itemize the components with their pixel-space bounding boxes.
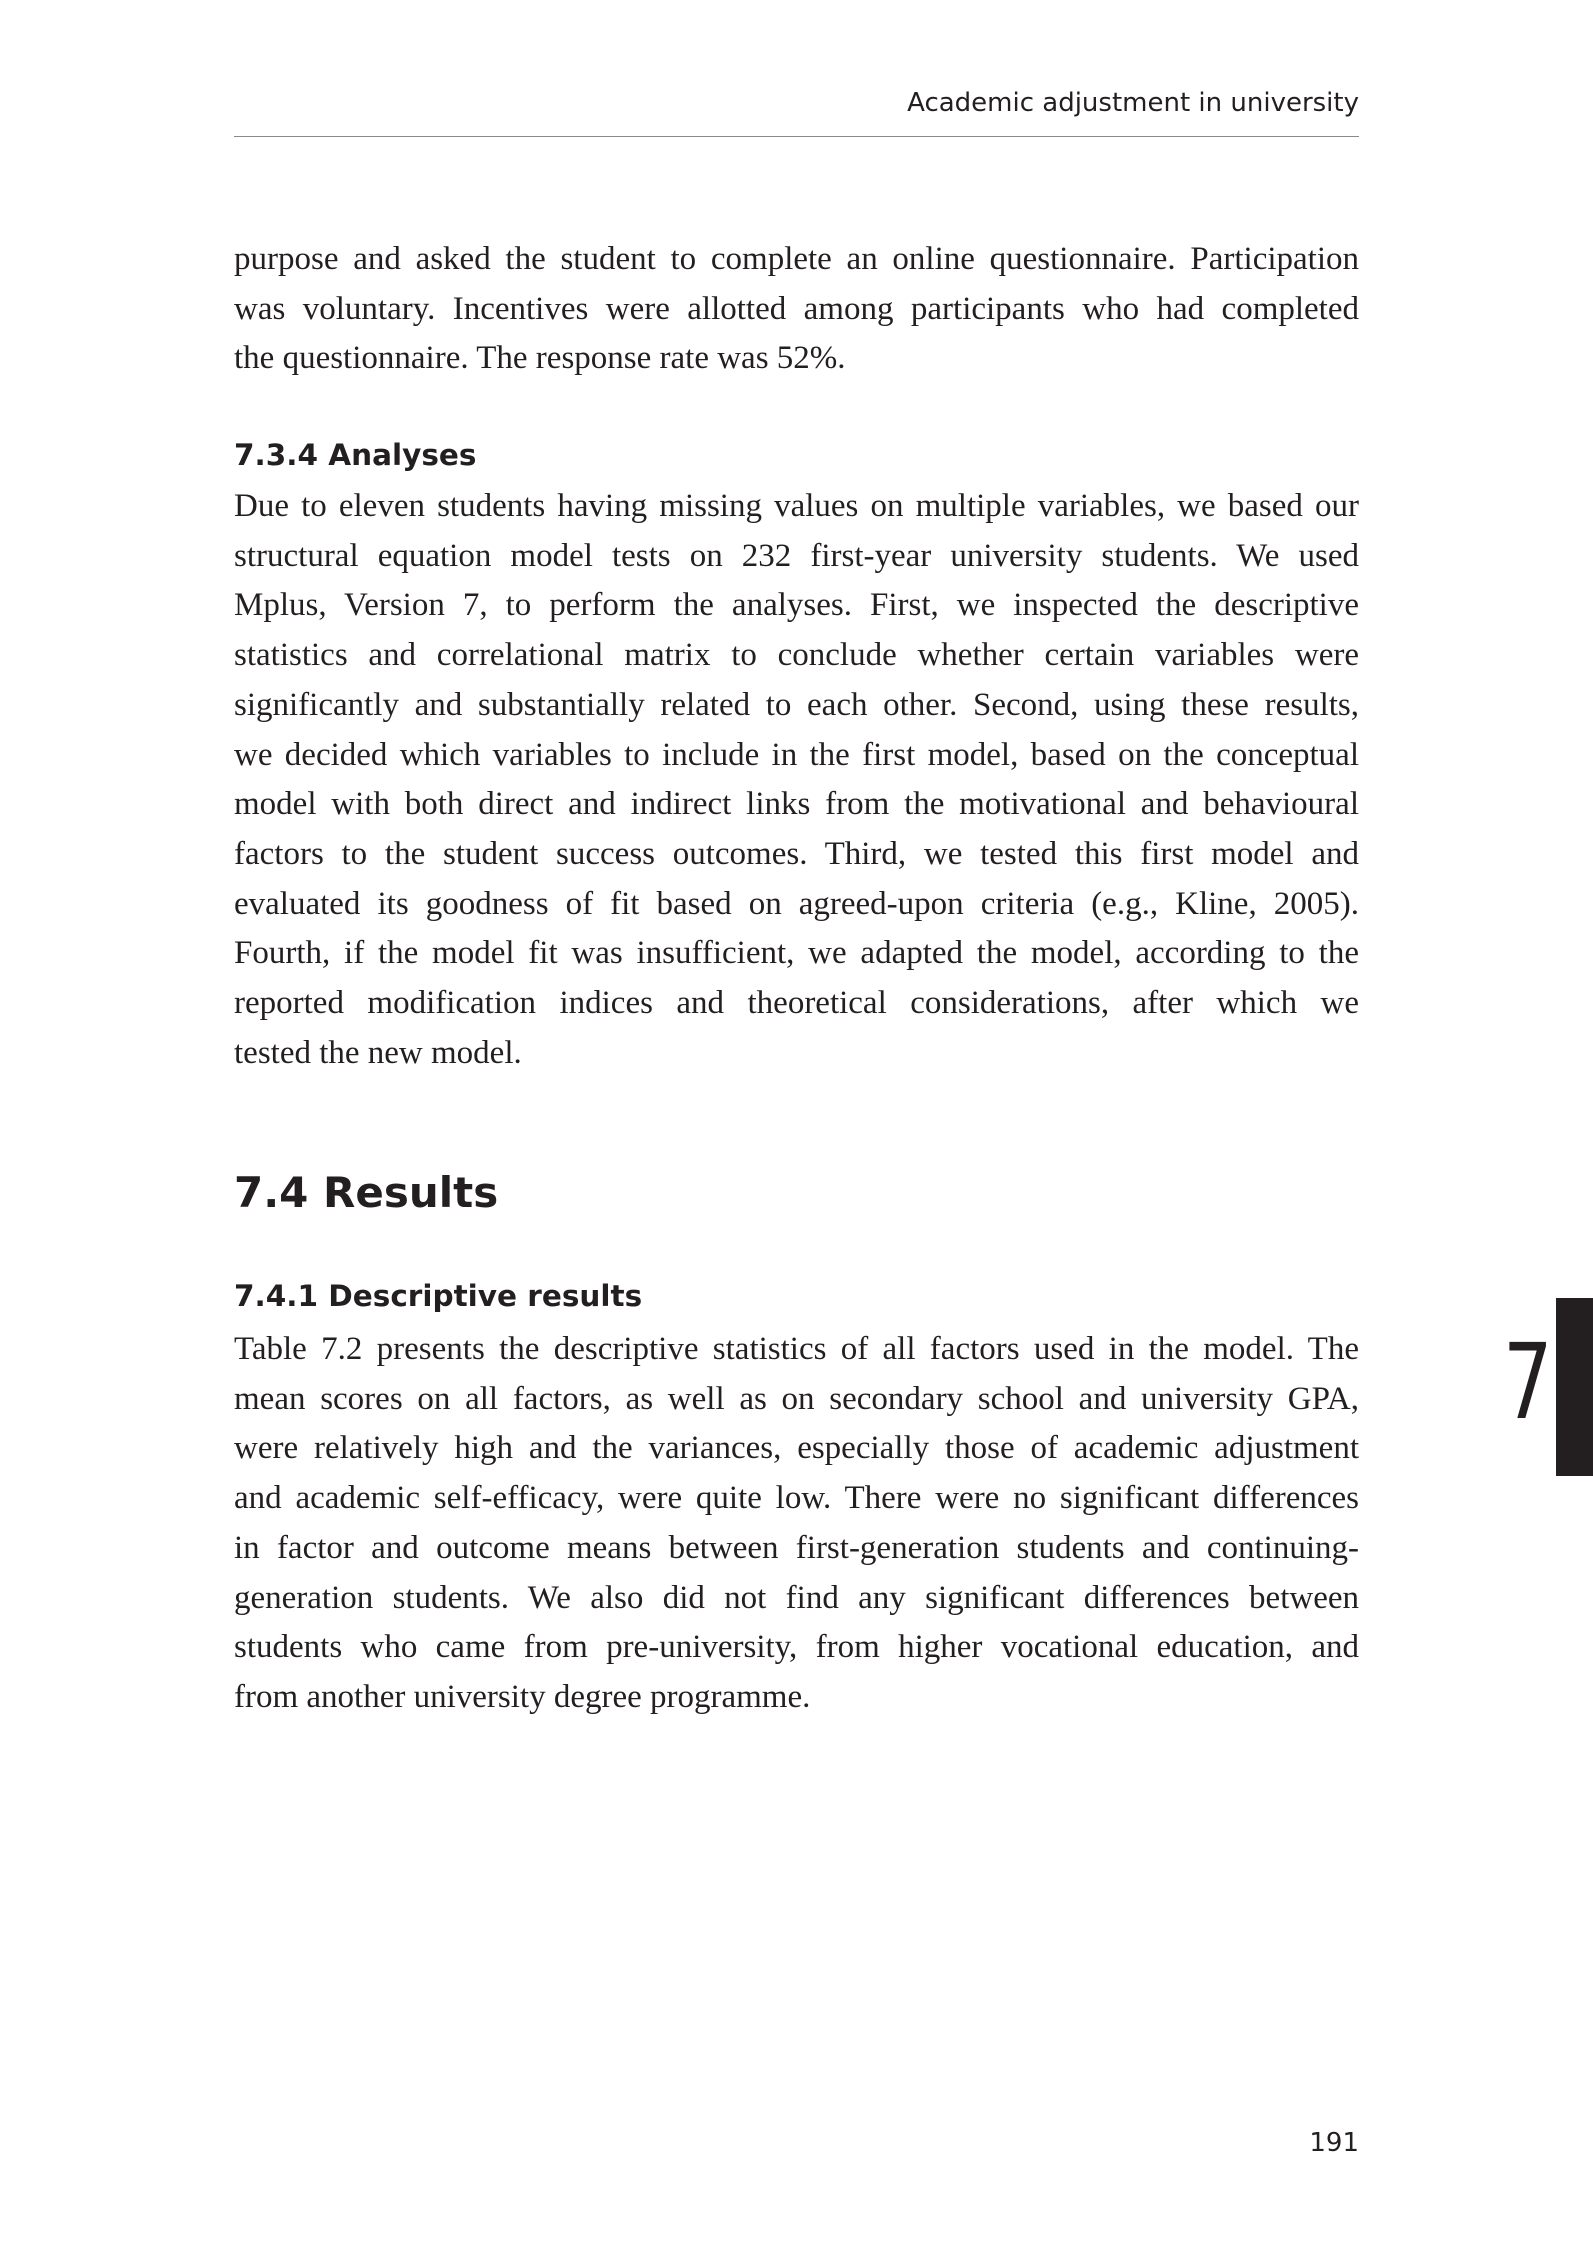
text-line: reported modification indices and theoretical considerations, after which we — [234, 985, 1359, 1022]
text-line: model with both direct and indirect links from the motivational and behavioural — [234, 786, 1359, 823]
descriptive-results-heading: 7.4.1 Descriptive results — [234, 1279, 643, 1313]
page-number: 191 — [1309, 2128, 1359, 2158]
text-line: Fourth, if the model fit was insufficient, we adapted the model, according to the — [234, 935, 1359, 972]
results-heading: 7.4 Results — [234, 1168, 499, 1217]
text-line: Mplus, Version 7, to perform the analyses. First, we inspected the descriptive — [234, 587, 1359, 624]
text-line: significantly and substantially related to each other. Second, using these results, — [234, 686, 1359, 723]
text-line: Table 7.2 presents the descriptive statistics of all factors used in the model. The — [234, 1331, 1359, 1367]
text-line: students who came from pre-university, from higher vocational education, and — [234, 1629, 1359, 1666]
text-line: we decided which variables to include in the first model, based on the conceptual — [234, 736, 1359, 773]
text-line: from another university degree programme. — [234, 1678, 811, 1715]
text-line: evaluated its goodness of fit based on agreed-upon criteria (e.g., Kline, 2005). — [234, 885, 1359, 922]
text-line: mean scores on all factors, as well as on secondary school and university GPA, — [234, 1380, 1359, 1417]
intro-paragraph — [234, 235, 1359, 384]
text-line: and academic self-efficacy, were quite low. There were no significant differences — [234, 1480, 1359, 1517]
chapter-number: 7 — [1503, 1321, 1553, 1443]
analyses-paragraph — [234, 482, 1359, 1078]
chapter-tab — [1556, 1298, 1593, 1476]
text-line: in factor and outcome means between first-generation students and continuing- — [234, 1529, 1359, 1566]
analyses-heading: 7.3.4 Analyses — [234, 438, 477, 472]
header-divider — [234, 136, 1359, 137]
text-line: statistics and correlational matrix to conclude whether certain variables were — [234, 637, 1359, 674]
text-line: were relatively high and the variances, especially those of academic adjustment — [234, 1430, 1359, 1467]
running-header: Academic adjustment in university — [907, 88, 1359, 118]
text-line: purpose and asked the student to complete an online questionnaire. Participation — [234, 241, 1359, 277]
text-line: factors to the student success outcomes. Third, we tested this first model and — [234, 835, 1359, 872]
descriptive-paragraph — [234, 1325, 1359, 1723]
text-line: structural equation model tests on 232 first-year university students. We used — [234, 537, 1359, 574]
text-line: the questionnaire. The response rate was 52%. — [234, 340, 846, 377]
text-line: Due to eleven students having missing values on multiple variables, we based our — [234, 488, 1359, 524]
text-line: was voluntary. Incentives were allotted among participants who had completed — [234, 290, 1359, 327]
text-line: tested the new model. — [234, 1034, 522, 1071]
text-line: generation students. We also did not find any significant differences between — [234, 1579, 1359, 1616]
